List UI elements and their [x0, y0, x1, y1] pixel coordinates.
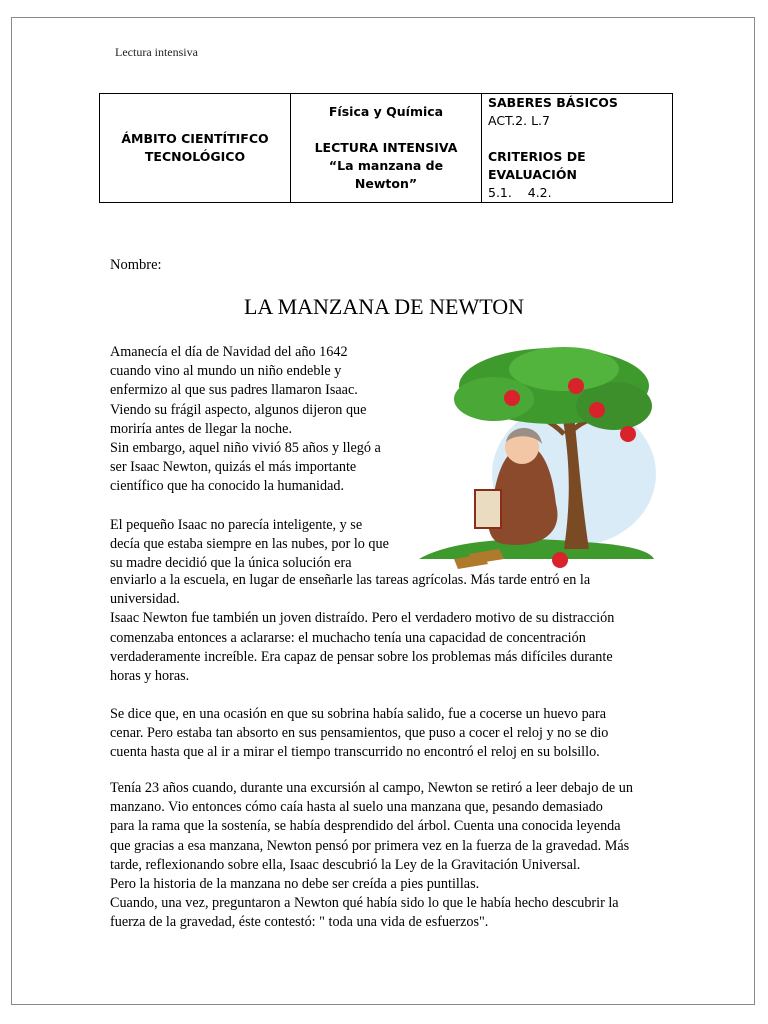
text-line: Se dice que, en una ocasión en que su sobrina había salido, fue a cocerse un huevo para [110, 706, 606, 722]
text-line: Isaac Newton fue también un joven distraído. Pero el verdadero motivo de su distracción [110, 610, 615, 627]
criterios-label: CRITERIOS DE EVALUACIÓN [488, 149, 586, 182]
text-line [110, 497, 420, 516]
text-line: Viendo su frágil aspecto, algunos dijeron que [110, 401, 367, 418]
document-page [11, 17, 755, 1005]
text-line: su madre decidió que la única solución era [110, 555, 352, 572]
ambito-line-1: ÁMBITO CIENTÍTIFCO [121, 131, 269, 146]
paragraph-1-continued [110, 571, 670, 686]
text-line: Amanecía el día de Navidad del año 1642 [110, 344, 348, 360]
saberes-cell [482, 94, 673, 203]
header-note: Lectura intensiva [115, 45, 198, 59]
subject-name: Física y Química [328, 104, 444, 119]
text-line: moriría antes de llegar la noche. [110, 420, 292, 437]
text-line: para la rama que la sostenía, se había desprendido del árbol. Cuenta una conocida leyenda [110, 818, 621, 835]
text-line: Cuando, una vez, preguntaron a Newton qué había sido lo que le había hecho descubrir la [110, 895, 619, 912]
lectura-title: “La manzana de Newton” [328, 158, 444, 191]
text-line: científico que ha conocido la humanidad. [110, 478, 345, 495]
text-line: enfermizo al que sus padres llamaron Isaac. [110, 382, 358, 399]
text-line: fuerza de la gravedad, éste contestó: " toda una vida de esfuerzos". [110, 914, 489, 931]
wrapped-paragraph [110, 343, 420, 573]
saberes-label: SABERES BÁSICOS [488, 95, 618, 110]
ambito-line-2: TECNOLÓGICO [144, 149, 246, 164]
text-line: verdaderamente increíble. Era capaz de pensar sobre los problemas más difíciles durante [110, 648, 613, 665]
nombre-label: Nombre: [110, 257, 162, 273]
saberes-value: ACT.2. L.7 [488, 113, 550, 128]
text-line: ser Isaac Newton, quizás el más importante [110, 459, 357, 476]
lectura-label: LECTURA INTENSIVA [314, 140, 458, 155]
ambito-cell [100, 94, 291, 203]
text-line: cuenta hasta que al ir a mirar el tiempo transcurrido no encontró el reloj en su bolsillo. [110, 744, 600, 761]
text-line: cuando vino al mundo un niño endeble y [110, 363, 342, 380]
text-line: Tenía 23 años cuando, durante una excursión al campo, Newton se retiró a leer debajo de un [110, 780, 633, 796]
text-line: horas y horas. [110, 668, 190, 685]
page-title: LA MANZANA DE NEWTON [243, 294, 525, 319]
newton-apple-tree-illustration [414, 344, 656, 570]
text-line: Sin embargo, aquel niño vivió 85 años y llegó a [110, 440, 381, 457]
criterios-value: 5.1. 4.2. [488, 185, 552, 200]
text-line: El pequeño Isaac no parecía inteligente, y se [110, 516, 363, 533]
subject-cell [291, 94, 482, 203]
paragraph-apple-story [110, 779, 670, 933]
text-line: comenzaba entonces a aclararse: el muchacho tenía una capacidad de concentración [110, 629, 586, 646]
info-table [99, 93, 673, 203]
text-line: que gracias a esa manzana, Newton pensó por primera vez en la fuerza de la gravedad. Más [110, 837, 630, 854]
text-line: manzano. Vio entonces cómo caía hasta al suelo una manzana que, pesando demasiado [110, 799, 603, 816]
text-line: decía que estaba siempre en las nubes, por lo que [110, 536, 389, 553]
text-line: enviarlo a la escuela, en lugar de enseñarle las tareas agrícolas. Más tarde entró en la [110, 572, 591, 588]
text-line: tarde, reflexionando sobre ella, Isaac descubrió la Ley de la Gravitación Universal. [110, 856, 581, 873]
text-line: cenar. Pero estaba tan absorto en sus pensamientos, que puso a cocer el reloj y no se dio [110, 725, 609, 742]
paragraph-egg-story [110, 705, 670, 763]
text-line: universidad. [110, 591, 180, 608]
text-line: Pero la historia de la manzana no debe ser creída a pies puntillas. [110, 876, 480, 893]
